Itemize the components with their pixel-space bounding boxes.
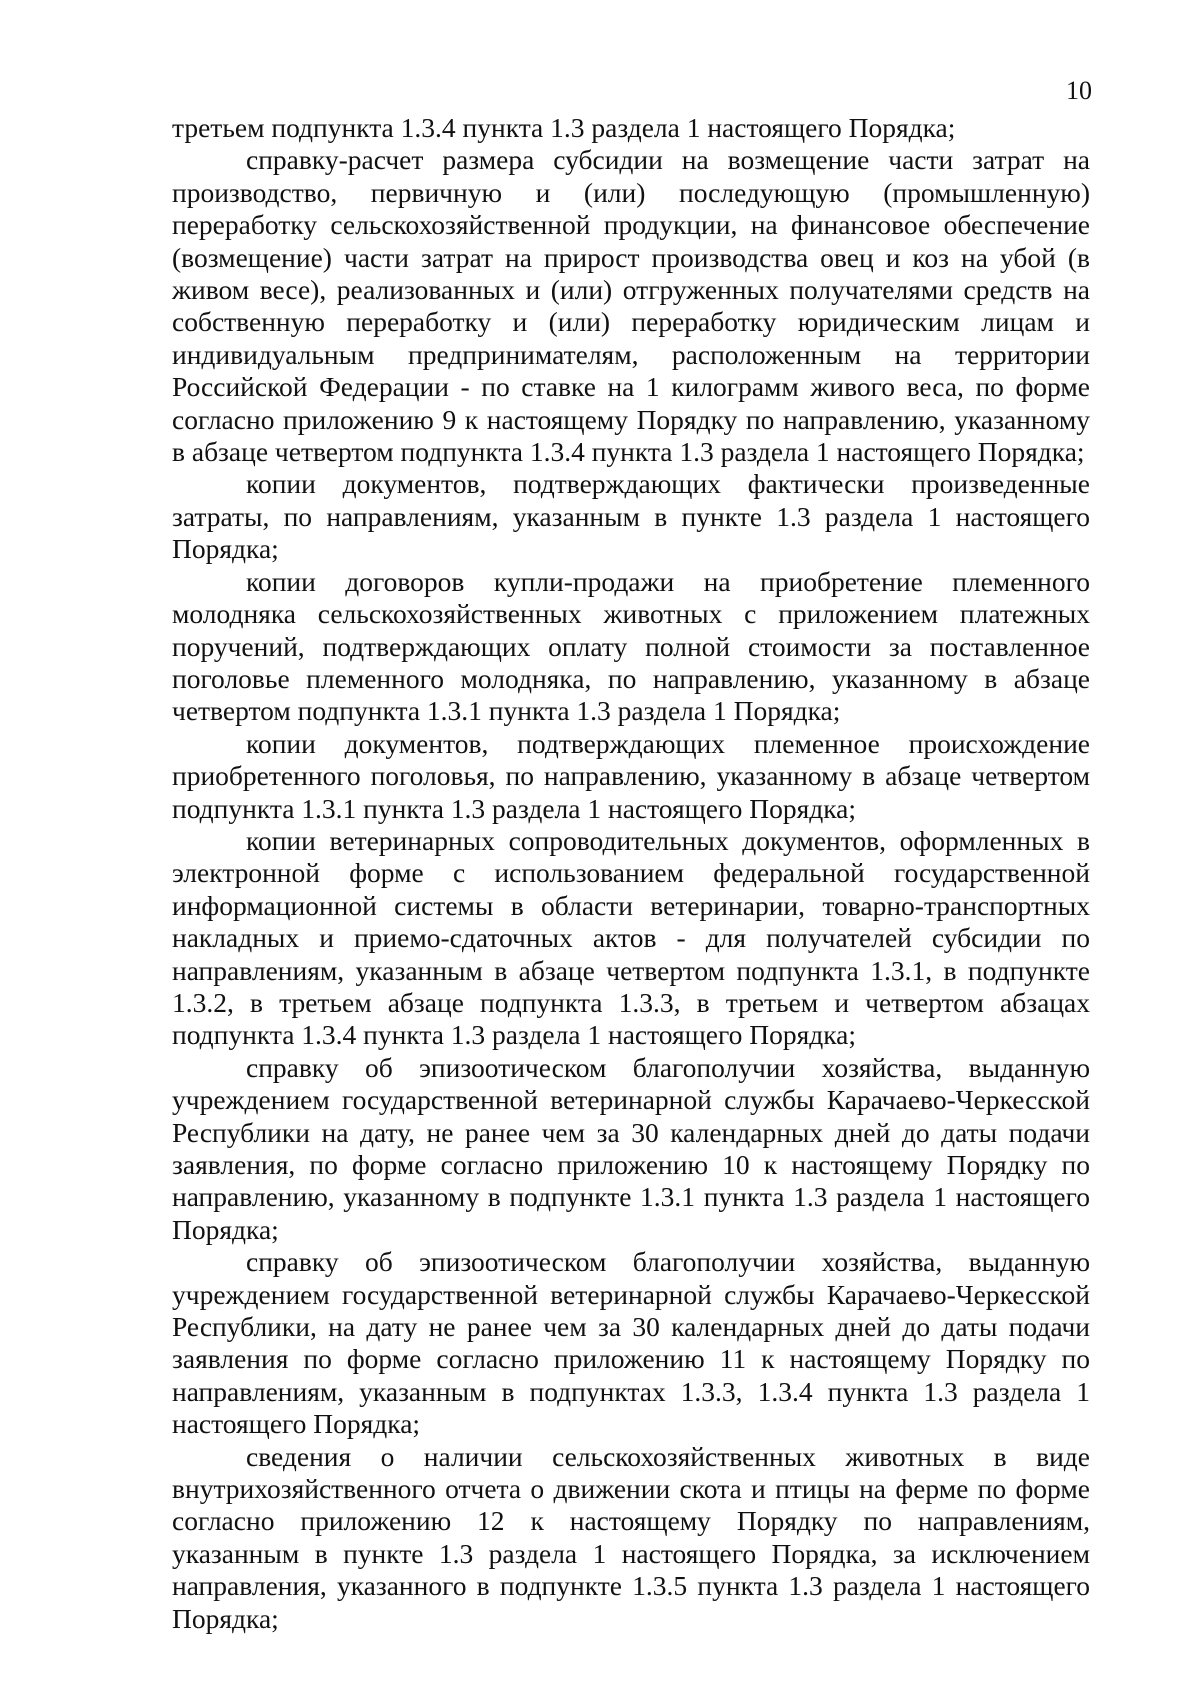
paragraph: копии документов, подтверждающих племенное происхождение приобретенного поголовья, по направлению, указанному в абзаце четвертом подпункта 1.3.1 пункта 1.3 раздела 1 настоящего Порядка; (172, 727, 1090, 824)
page-number: 10 (1066, 76, 1092, 105)
paragraph: справку об эпизоотическом благополучии хозяйства, выданную учреждением государственной ветеринарной службы Карачаево-Черкесской Республики, на дату не ранее чем за 30 календарных дней до даты подачи заявления по форме согласно приложению 11 к настоящему Порядку по направлениям, указанным в подпунктах 1.3.3, 1.3.4 пункта 1.3 раздела 1 настоящего Порядка; (172, 1246, 1090, 1440)
paragraph: справку-расчет размера субсидии на возмещение части затрат на производство, первичную и (или) последующую (промышленную) переработку сельскохозяйственной продукции, на финансовое обеспечение (возмещение) части затрат на прирост производства овец и коз на убой (в живом весе), реализованных и (или) отгруженных получателями средств на собственную переработку и (или) переработку юридическим лицам и индивидуальным предпринимателям, расположенным на территории Российской Федерации - по ставке на 1 килограмм живого веса, по форме согласно приложению 9 к настоящему Порядку по направлению, указанному в абзаце четвертом подпункта 1.3.4 пункта 1.3 раздела 1 настоящего Порядка; (172, 144, 1090, 468)
paragraph: третьем подпункта 1.3.4 пункта 1.3 раздела 1 настоящего Порядка; (172, 112, 956, 143)
paragraph: копии договоров купли-продажи на приобретение племенного молодняка сельскохозяйственных животных с приложением платежных поручений, подтверждающих оплату полной стоимости за поставленное поголовье племенного молодняка, по направлению, указанному в абзаце четвертом подпункта 1.3.1 пункта 1.3 раздела 1 Порядка; (172, 565, 1090, 727)
document-body (172, 112, 1090, 1635)
paragraph: копии документов, подтверждающих фактически произведенные затраты, по направлениям, указанным в пункте 1.3 раздела 1 настоящего Порядка; (172, 468, 1090, 565)
paragraph: копии ветеринарных сопроводительных документов, оформленных в электронной форме с использованием федеральной государственной информационной системы в области ветеринарии, товарно-транспортных накладных и приемо-сдаточных актов - для получателей субсидии по направлениям, указанным в абзаце четвертом подпункта 1.3.1, в подпункте 1.3.2, в третьем абзаце подпункта 1.3.3, в третьем и четвертом абзацах подпункта 1.3.4 пункта 1.3 раздела 1 настоящего Порядка; (172, 824, 1090, 1051)
paragraph: справку об эпизоотическом благополучии хозяйства, выданную учреждением государственной ветеринарной службы Карачаево-Черкесской Республики на дату, не ранее чем за 30 календарных дней до даты подачи заявления, по форме согласно приложению 10 к настоящему Порядку по направлению, указанному в подпункте 1.3.1 пункта 1.3 раздела 1 настоящего Порядка; (172, 1051, 1090, 1245)
paragraph: сведения о наличии сельскохозяйственных животных в виде внутрихозяйственного отчета о движении скота и птицы на ферме по форме согласно приложению 12 к настоящему Порядку по направлениям, указанным в пункте 1.3 раздела 1 настоящего Порядка, за исключением направления, указанного в подпункте 1.3.5 пункта 1.3 раздела 1 настоящего Порядка; (172, 1440, 1090, 1634)
